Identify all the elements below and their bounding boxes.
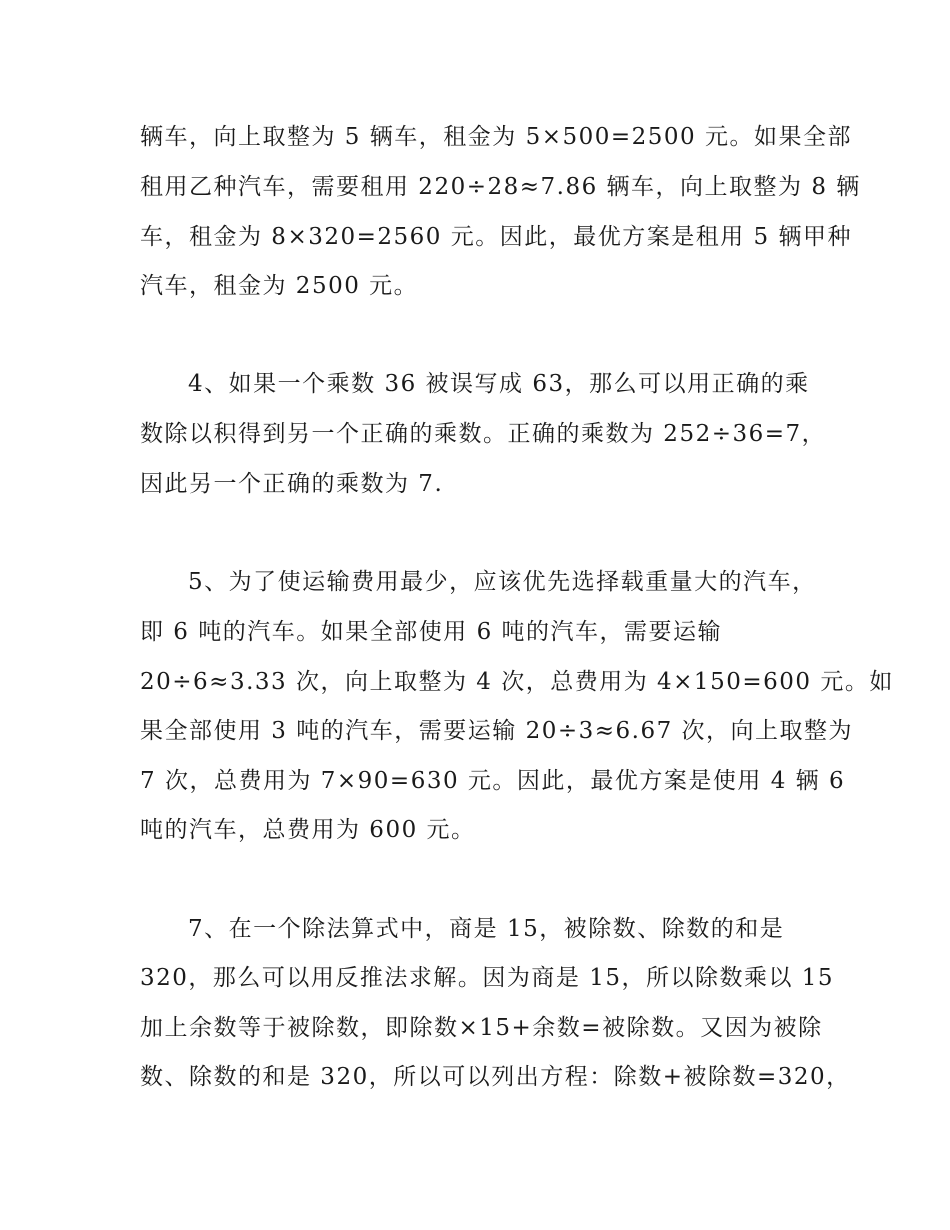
text-line: 7、在一个除法算式中，商是 15，被除数、除数的和是	[188, 916, 785, 942]
text-line: 数除以积得到另一个正确的乘数。正确的乘数为 252÷36=7，	[140, 421, 827, 447]
text-line: 果全部使用 3 吨的汽车，需要运输 20÷3≈6.67 次，向上取整为	[140, 718, 854, 744]
text-line: 5、为了使运输费用最少，应该优先选择载重量大的汽车，	[188, 569, 817, 595]
text-line: 辆车，向上取整为 5 辆车，租金为 5×500=2500 元。如果全部	[140, 124, 852, 150]
text-line: 4、如果一个乘数 36 被误写成 63，那么可以用正确的乘	[188, 371, 810, 397]
text-line: 吨的汽车，总费用为 600 元。	[140, 817, 476, 843]
text-line: 7 次，总费用为 7×90=630 元。因此，最优方案是使用 4 辆 6	[140, 768, 846, 794]
text-line: 数、除数的和是 320，所以可以列出方程：除数+被除数=320，	[140, 1064, 851, 1090]
text-line: 320，那么可以用反推法求解。因为商是 15，所以除数乘以 15	[140, 965, 835, 991]
text-line: 加上余数等于被除数，即除数×15+余数=被除数。又因为被除	[140, 1015, 823, 1041]
text-line: 20÷6≈3.33 次，向上取整为 4 次，总费用为 4×150=600 元。如	[140, 669, 894, 695]
text-line: 汽车，租金为 2500 元。	[140, 273, 419, 299]
text-line: 租用乙种汽车，需要租用 220÷28≈7.86 辆车，向上取整为 8 辆	[140, 174, 861, 200]
text-line: 因此另一个正确的乘数为 7.	[140, 471, 444, 497]
text-line: 车，租金为 8×320=2560 元。因此，最优方案是租用 5 辆甲种	[140, 224, 852, 250]
text-line: 即 6 吨的汽车。如果全部使用 6 吨的汽车，需要运输	[140, 619, 723, 645]
